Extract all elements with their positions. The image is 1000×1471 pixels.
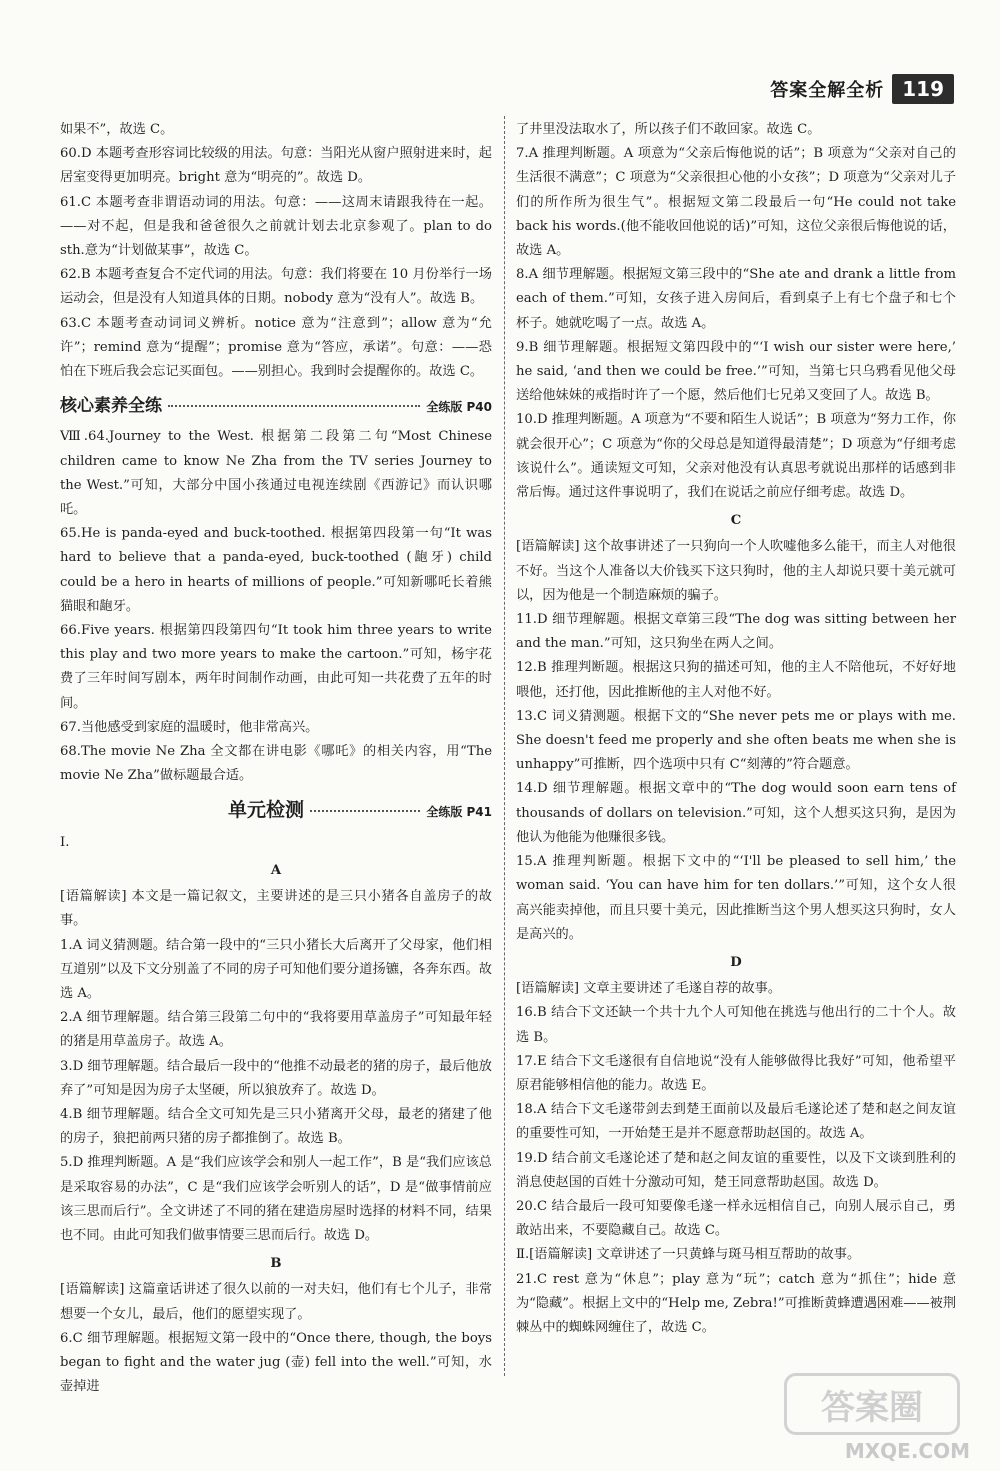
section-tag: 全练版 P40	[426, 400, 492, 415]
answer-3: 3.D 细节理解题。结合最后一段中的“他推不动最老的猪的房子，最后他放弃了”可知是因为房子太坚硬，所以狼放弃了。故选 D。	[60, 1058, 492, 1098]
answer-8: 8.A 细节理解题。根据短文第三段中的“She ate and drank a little from each of them.”可知，女孩子进入房间后，看到桌子上有七个盘子和七个杯子。她就吃喝了一点。故选 A。	[516, 267, 956, 331]
passage-label-b: B	[270, 1256, 282, 1272]
section-tag: 全练版 P41	[426, 805, 492, 820]
column-divider	[504, 116, 505, 1376]
watermark-logo	[784, 1373, 960, 1435]
answer-4: 4.B 细节理解题。结合全文可知先是三只小猪离开父母，最老的猪建了他的房子，狼把前两只猪的房子都推倒了。故选 B。	[60, 1106, 492, 1147]
answer-14: 14.D 细节理解题。根据文章中的“The dog would soon earn tens of thousands of dollars on television.”可知，这个人想买这只狗，是因为他认为他能为他赚很多钱。	[516, 781, 956, 845]
answer-15: 15.A 推理判断题。根据下文中的“‘I'll be pleased to sell him,’ the woman said. ‘You can have him for ten dollars.’”可知，这个女人很高兴能卖掉他，而且只要十美元，因此推断当这个男人想买这只狗时，女人是高兴的。	[516, 854, 956, 942]
right-column	[516, 118, 956, 1340]
left-column	[60, 118, 492, 1399]
answer-12: 12.B 推理判断题。根据这只狗的描述可知，他的主人不陪他玩，不好好地喂他，还打他，因此推断他的主人对他不好。	[516, 660, 956, 700]
section-header-unit	[228, 798, 492, 824]
passage-intro-b: [语篇解读] 这篇童话讲述了很久以前的一对夫妇，他们有七个儿子，非常想要一个女儿，最后，他们的愿望实现了。	[60, 1282, 492, 1322]
part-2-intro: Ⅱ.[语篇解读] 文章讲述了一只黄蜂与斑马相互帮助的故事。	[516, 1247, 861, 1263]
header-title: 答案全解全析	[770, 80, 885, 101]
answer-64: Ⅷ.64.Journey to the West. 根据第二段第二句“Most Chinese children came to know Ne Zha from the TV series Journey to the West.”可知，大部分中国小孩通过电视连续剧《西游记》而认识哪吒。	[60, 429, 492, 518]
answer-67: 67.当他感受到家庭的温暖时，他非常高兴。	[60, 719, 319, 735]
passage-intro-d: [语篇解读] 文章主要讲述了毛遂自荐的故事。	[516, 981, 782, 997]
answer-21: 21.C rest 意为“休息”；play 意为“玩”；catch 意为“抓住”；hide 意为“隐藏”。根据上文中的“Help me, Zebra!”可推断黄蜂遭遇困难——被荆棘丛中的蜘蛛网缠住了，故选 C。	[516, 1271, 957, 1335]
answer-66: 66.Five years. 根据第四段第四句“It took him three years to write this play and two more years to make the cartoon.”可知，杨宇花费了三年时间写剧本，两年时间制作动画，由此可知一共花费了五年的时间。	[60, 623, 492, 711]
section-title: 单元检测	[228, 799, 305, 822]
answer-60: 60.D 本题考查形容词比较级的用法。句意：当阳光从窗户照射进来时，起居室变得更加明亮。bright 意为“明亮的”。故选 D。	[60, 146, 492, 186]
section-title: 核心素养全练	[60, 396, 162, 417]
passage-label-c: C	[730, 513, 742, 529]
dotted-leader	[310, 810, 420, 812]
passage-label-a: A	[270, 862, 282, 878]
answer-10: 10.D 推理判断题。A 项意为“不要和陌生人说话”；B 项意为“努力工作，你就会很开心”；C 项意为“你的父母总是知道得最清楚”；D 项意为“仔细考虑该说什么”。通读短文可知，父亲对他没有认真思考就说出那样的话感到非常后悔。通过这件事说明了，我们在说话之前应仔细考虑。故选 D。	[516, 412, 956, 501]
logo-text: 答案圈	[821, 1387, 923, 1428]
passage-intro-c: [语篇解读] 这个故事讲述了一只狗向一个人吹嘘他多么能干，而主人对他很不好。当这个人准备以大价钱买下这只狗时，他的主人却说只要十美元就可以，因为他是一个制造麻烦的骗子。	[516, 539, 956, 603]
passage-label-d: D	[730, 954, 742, 970]
answer-7: 7.A 推理判断题。A 项意为“父亲后悔他说的话”；B 项意为“父亲对自己的生活很不满意”；C 项意为“父亲很担心他的小女孩”；D 项意为“父亲对儿子们的所作所为很生气”。根据短文第二段最后一句“He could not take back his words.(他不能收回他说的话)”可知，这位父亲很后悔他说的话，故选 A。	[516, 146, 956, 259]
answer-68: 68.The movie Ne Zha 全文都在讲电影《哪吒》的相关内容，用“The movie Ne Zha”做标题最合适。	[60, 744, 492, 784]
answer-6: 6.C 细节理解题。根据短文第一段中的“Once there, though, the boys began to fight and the water jug (壶) fell into the well.”可知，水壶掉进	[60, 1330, 492, 1395]
passage-intro-a: [语篇解读] 本文是一篇记叙文，主要讲述的是三只小猪各自盖房子的故事。	[60, 889, 492, 929]
page-header	[770, 72, 954, 106]
watermark-url: MXQE.COM	[844, 1439, 970, 1463]
answer-62: 62.B 本题考查复合不定代词的用法。句意：我们将要在 10 月份举行一场运动会，但是没有人知道具体的日期。nobody 意为“没有人”。故选 B。	[60, 267, 492, 307]
answer-20: 20.C 结合最后一段可知要像毛遂一样永远相信自己，向别人展示自己，勇敢站出来，不要隐藏自己。故选 C。	[516, 1198, 956, 1239]
dotted-leader	[168, 405, 420, 407]
text-line: 了井里没法取水了，所以孩子们不敢回家。故选 C。	[516, 122, 821, 137]
answer-61: 61.C 本题考查非谓语动词的用法。句意：——这周末请跟我待在一起。——对不起，但是我和爸爸很久之前就计划去北京参观了。plan to do sth.意为“计划做某事”，故选 C。	[60, 194, 492, 259]
text-line: 如果不”，故选 C。	[60, 122, 174, 137]
answer-13: 13.C 词义猜测题。根据下文的“She never pets me or plays with me. She doesn't feed me properly and she often beats me when she is unhappy”可推断，四个选项中只有 C“刻薄的”符合题意。	[516, 708, 956, 773]
answer-2: 2.A 细节理解题。结合第三段第二句中的“我将要用草盖房子”可知最年轻的猪是用草盖房子。故选 A。	[60, 1010, 492, 1050]
answer-1: 1.A 词义猜测题。结合第一段中的“三只小猪长大后离开了父母家，他们相互道别”以及下文分别盖了不同的房子可知他们要分道扬镳，各奔东西。故选 A。	[60, 937, 492, 1001]
answer-63: 63.C 本题考查动词词义辨析。notice 意为“注意到”；allow 意为“允许”；remind 意为“提醒”；promise 意为“答应，承诺”。句意：——恐怕在下班后我会忘记买面包。——别担心。我到时会提醒你的。故选 C。	[60, 315, 492, 380]
answer-16: 16.B 结合下文还缺一个共十九个人可知他在挑选与他出行的二十个人。故选 B。	[516, 1005, 956, 1045]
answer-11: 11.D 细节理解题。根据文章第三段“The dog was sitting between her and the man.”可知，这只狗坐在两人之间。	[516, 612, 956, 652]
answer-5: 5.D 推理判断题。A 是“我们应该学会和别人一起工作”，B 是“我们应该总是采取容易的办法”，C 是“我们应该学会听别人的话”，D 是“做事情前应该三思而后行”。全文讲述了不同的猪在建造房屋时选择的材料不同，结果也不同。由此可知我们做事情要三思而后行。故选 D。	[60, 1155, 492, 1243]
answer-18: 18.A 结合下文毛遂带剑去到楚王面前以及最后毛遂论述了楚和赵之间友谊的重要性可知，一开始楚王是并不愿意帮助赵国的。故选 A。	[516, 1102, 956, 1142]
answer-17: 17.E 结合下文毛遂很有自信地说“没有人能够做得比我好”可知，他希望平原君能够相信他的能力。故选 E。	[516, 1053, 956, 1093]
answer-9: 9.B 细节理解题。根据短文第四段中的“‘I wish our sister were here,’ he said, ‘and then we could be free.’”可知，当第七只乌鸦看见他父母送给他妹妹的戒指时许了一个愿，然后他们七兄弟又变回了人。故选 B。	[516, 339, 956, 404]
page-number: 119	[892, 74, 954, 104]
section-header-core	[60, 394, 492, 419]
part-label: Ⅰ.	[60, 834, 70, 850]
answer-19: 19.D 结合前文毛遂论述了楚和赵之间友谊的重要性，以及下文谈到胜利的消息使赵国的百姓十分激动可知，楚王同意帮助赵国。故选 D。	[516, 1150, 956, 1190]
answer-65: 65.He is panda-eyed and buck-toothed. 根据第四段第一句“It was hard to believe that a panda-eyed, buck-toothed (龅牙) child could be a hero in hearts of millions of people.”可知新哪吒长着熊猫眼和龅牙。	[60, 526, 492, 614]
